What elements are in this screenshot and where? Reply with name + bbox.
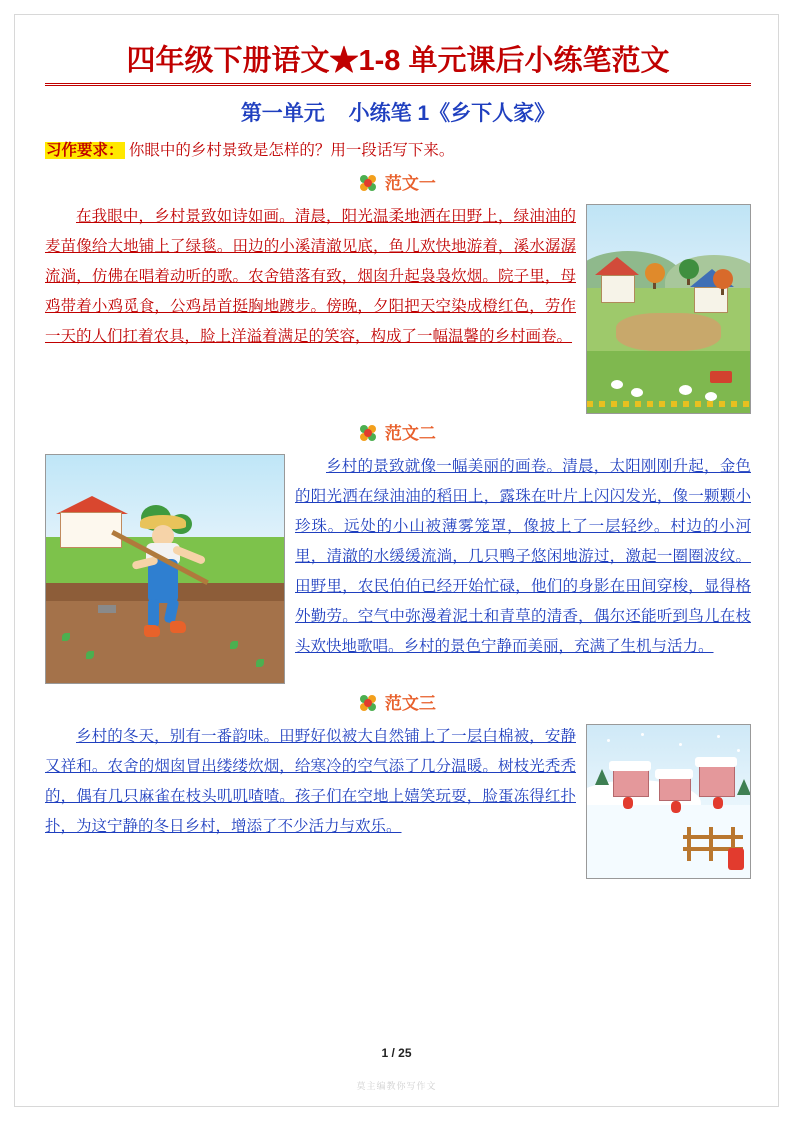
document-content xyxy=(45,41,751,881)
flower-icon xyxy=(360,175,376,191)
sample-block-3 xyxy=(45,722,751,881)
unit-label: 第一单元 xyxy=(240,102,325,125)
page-title: 四年级下册语文★1-8 单元课后小练笔范文 xyxy=(45,41,751,86)
page-number: 1 / 25 xyxy=(381,1046,412,1060)
watermark: 莫主编教你写作文 xyxy=(356,1081,437,1091)
winter-village-illustration xyxy=(586,724,751,879)
sample-heading-label-1: 范文一 xyxy=(384,174,436,193)
sample-heading-label-2: 范文二 xyxy=(384,424,436,443)
requirement-line xyxy=(45,138,751,164)
sample-block-2 xyxy=(45,452,751,686)
village-autumn-illustration xyxy=(586,204,751,414)
sample-text-3: 乡村的冬天，别有一番韵味。田野好似被大自然铺上了一层白棉被，安静又祥和。农舍的烟囱冒出缕缕炊烟，给寒冷的空气添了几分温暖。树枝光秃秃的，偶有几只麻雀在枝头叽叽喳喳。孩子们在空地上嬉笑玩耍，脸蛋冻得红扑扑，为这宁静的冬日乡村，增添了不少活力与欢乐。 xyxy=(45,728,576,835)
sample-heading-label-3: 范文三 xyxy=(384,694,436,713)
sample-heading-3 xyxy=(45,690,751,718)
flower-icon xyxy=(360,695,376,711)
sample-heading-2 xyxy=(45,420,751,448)
requirement-text: 你眼中的乡村景致是怎样的？用一段话写下来。 xyxy=(128,142,455,159)
farmer-hoeing-illustration xyxy=(45,454,285,684)
requirement-label: 习作要求： xyxy=(46,142,124,159)
sample-block-1 xyxy=(45,202,751,416)
flower-icon xyxy=(360,425,376,441)
sample-heading-1 xyxy=(45,170,751,198)
unit-topic: 小练笔 1《乡下人家》 xyxy=(348,102,556,125)
paper-sheet xyxy=(14,14,779,1107)
sample-text-1: 在我眼中，乡村景致如诗如画。清晨，阳光温柔地洒在田野上，绿油油的麦苗像给大地铺上了绿毯。田边的小溪清澈见底，鱼儿欢快地游着，溪水潺潺流淌，仿佛在唱着动听的歌。农舍错落有致，烟囱升起袅袅炊烟。院子里，母鸡带着小鸡觅食，公鸡昂首挺胸地踱步。傍晚，夕阳把天空染成橙红色，劳作一天的人们扛着农具，脸上洋溢着满足的笑容，构成了一幅温馨的乡村画卷。 xyxy=(45,208,576,345)
unit-heading xyxy=(45,98,751,130)
sample-text-2: 乡村的景致就像一幅美丽的画卷。清晨，太阳刚刚升起，金色的阳光洒在绿油油的稻田上，露珠在叶片上闪闪发光，像一颗颗小珍珠。远处的小山被薄雾笼罩，像披上了一层轻纱。村边的小河里，清澈的水缓缓流淌，几只鸭子悠闲地游过，激起一圈圈波纹。田野里，农民伯伯已经开始忙碌，他们的身影在田间穿梭，显得格外勤劳。空气中弥漫着泥土和青草的清香，偶尔还能听到鸟儿在枝头欢快地歌唱。乡村的景色宁静而美丽，充满了生机与活力。 xyxy=(295,458,751,655)
